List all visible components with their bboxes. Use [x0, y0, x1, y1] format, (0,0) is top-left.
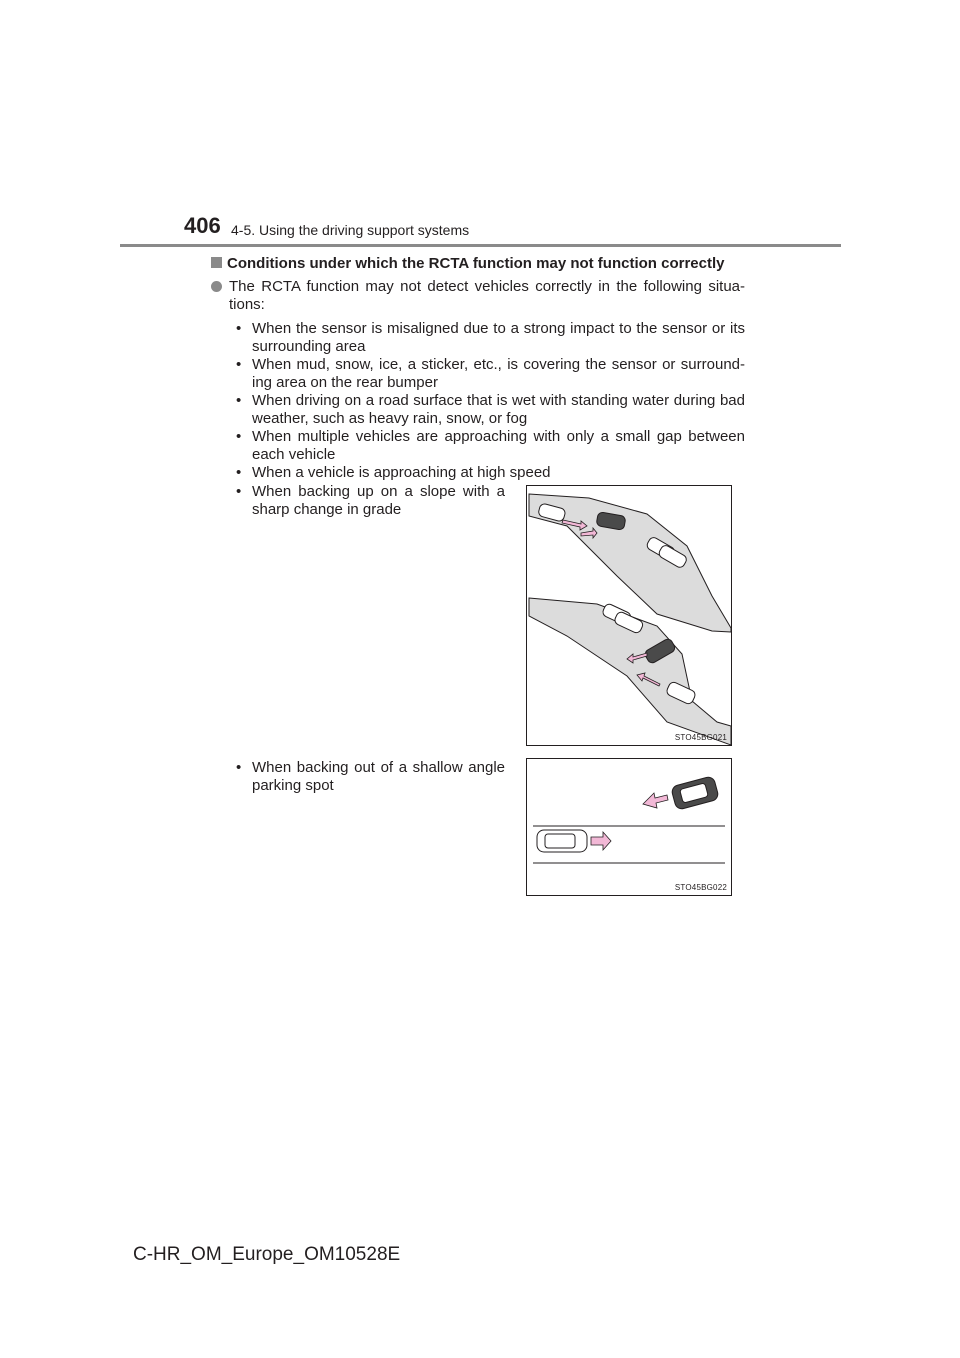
list-item: • When a vehicle is approaching at high speed: [233, 464, 745, 482]
list-item: • When backing out of a shallow angle parking spot: [233, 759, 505, 795]
slope-drawing: [527, 486, 731, 745]
slope-condition: [233, 483, 505, 519]
page-number: 406: [184, 213, 221, 238]
slope-illustration: [526, 485, 732, 746]
circle-bullet-icon: [211, 281, 222, 292]
list-item: • When mud, snow, ice, a sticker, etc., is covering the sensor or surround-ing area on the rear bumper: [233, 356, 745, 392]
header-rule: [120, 244, 841, 247]
intro-paragraph: [211, 278, 745, 314]
section-heading: [211, 255, 725, 272]
footer-doc-id: C-HR_OM_Europe_OM10528E: [133, 1244, 401, 1265]
conditions-list: [233, 320, 745, 482]
square-bullet-icon: [211, 257, 222, 268]
heading-text: Conditions under which the RCTA function may not function correctly: [227, 255, 725, 272]
parking-illustration: [526, 758, 732, 896]
list-item: • When backing up on a slope with a sharp change in grade: [233, 483, 505, 519]
list-item: • When driving on a road surface that is wet with standing water during bad weather, such as heavy rain, snow, or fog: [233, 392, 745, 428]
figure-code: STO45BG021: [674, 733, 727, 742]
parking-drawing: [527, 759, 731, 895]
list-item: • When the sensor is misaligned due to a strong impact to the sensor or its surrounding area: [233, 320, 745, 356]
intro-text: The RCTA function may not detect vehicles correctly in the following situa-tions:: [229, 278, 745, 313]
section-title: 4-5. Using the driving support systems: [231, 222, 470, 238]
list-item: • When multiple vehicles are approaching with only a small gap between each vehicle: [233, 428, 745, 464]
figure-code: STO45BG022: [674, 883, 727, 892]
parking-condition: [233, 759, 505, 795]
